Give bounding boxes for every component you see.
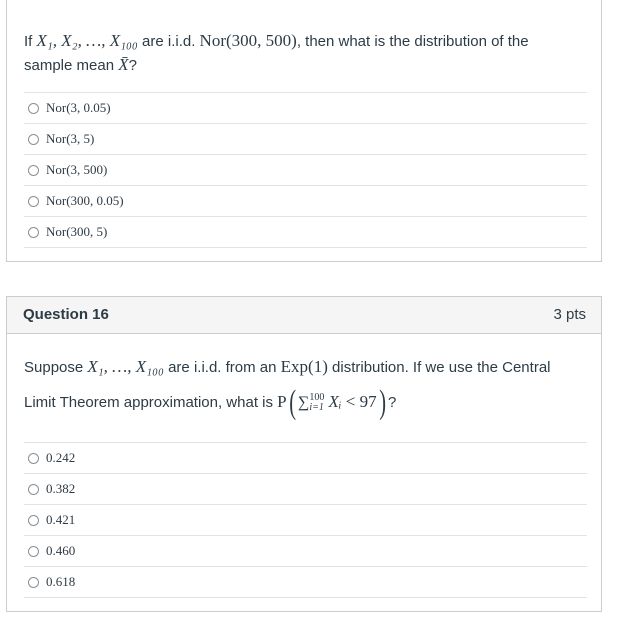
q15-answer-option[interactable]: [24, 154, 587, 185]
question-16-text: [24, 355, 589, 422]
radio-button[interactable]: [28, 484, 39, 495]
q15-text-prefix: If: [24, 33, 33, 50]
q16-inequality: < 97: [345, 392, 377, 411]
radio-button[interactable]: [28, 165, 39, 176]
q15-text-mean: X̄: [118, 55, 129, 74]
answer-label: Nor(300, 5): [46, 224, 108, 239]
q16-sum-lower: i=1: [309, 402, 324, 414]
q15-text-dist: Nor(300, 500): [199, 31, 297, 50]
q15-answer-option[interactable]: [24, 123, 587, 154]
q16-text-suffix: distribution. If we use the Central: [332, 359, 551, 376]
q15-text-middle: are i.i.d.: [142, 33, 196, 50]
q15-answer-option[interactable]: [24, 92, 587, 123]
q15-text-line2-suffix: ?: [128, 57, 137, 74]
answer-label: 0.382: [46, 481, 76, 496]
question-points: 3 pts: [553, 306, 586, 323]
q15-text-vars: X₁, X₂, …, X₁₀₀: [36, 31, 138, 50]
answer-label: Nor(3, 500): [46, 162, 108, 177]
radio-button[interactable]: [28, 577, 39, 588]
question-16-header: [7, 297, 601, 334]
left-paren: (: [288, 384, 296, 422]
q16-sum-upper: 100: [309, 392, 325, 404]
answer-label: 0.618: [46, 574, 76, 589]
answer-label: Nor(3, 0.05): [46, 100, 111, 115]
radio-button[interactable]: [28, 453, 39, 464]
q16-answer-option[interactable]: [24, 566, 587, 598]
q16-answer-option[interactable]: [24, 535, 587, 566]
radio-button[interactable]: [28, 196, 39, 207]
radio-button[interactable]: [28, 103, 39, 114]
q16-answer-option[interactable]: [24, 442, 587, 473]
question-15-card: [6, 0, 602, 262]
q15-text-suffix: , then what is the distribution of the: [296, 33, 529, 50]
q16-sum-term: Xᵢ: [328, 392, 342, 411]
q16-prob-symbol: P: [277, 392, 287, 411]
radio-button[interactable]: [28, 515, 39, 526]
question-16-card: [6, 296, 602, 612]
answer-label: Nor(300, 0.05): [46, 193, 124, 208]
q16-text-line2-suffix: ?: [387, 394, 397, 411]
q16-text-prefix: Suppose: [24, 359, 84, 376]
radio-button[interactable]: [28, 227, 39, 238]
answer-label: Nor(3, 5): [46, 131, 95, 146]
radio-button[interactable]: [28, 546, 39, 557]
answer-label: 0.242: [46, 450, 76, 465]
q16-answer-option[interactable]: [24, 504, 587, 535]
question-16-answers: [24, 442, 587, 598]
answer-label: 0.421: [46, 512, 76, 527]
q15-answer-option[interactable]: [24, 216, 587, 248]
q16-text-middle: are i.i.d. from an: [168, 359, 277, 376]
q16-sum-limits: [309, 393, 324, 413]
q16-sum-symbol: ∑: [297, 394, 310, 412]
q15-answer-option[interactable]: [24, 185, 587, 216]
q16-text-vars: X₁, …, X₁₀₀: [87, 357, 164, 376]
right-paren: ): [378, 384, 386, 422]
answer-label: 0.460: [46, 543, 76, 558]
q16-text-line2-prefix: Limit Theorem approximation, what is: [24, 394, 273, 411]
q15-text-line2-prefix: sample mean: [24, 57, 115, 74]
question-15-text: [24, 29, 589, 77]
radio-button[interactable]: [28, 134, 39, 145]
q16-answer-option[interactable]: [24, 473, 587, 504]
q16-text-dist: Exp(1): [280, 357, 328, 376]
question-title: Question 16: [23, 306, 109, 323]
question-15-answers: [24, 92, 587, 248]
